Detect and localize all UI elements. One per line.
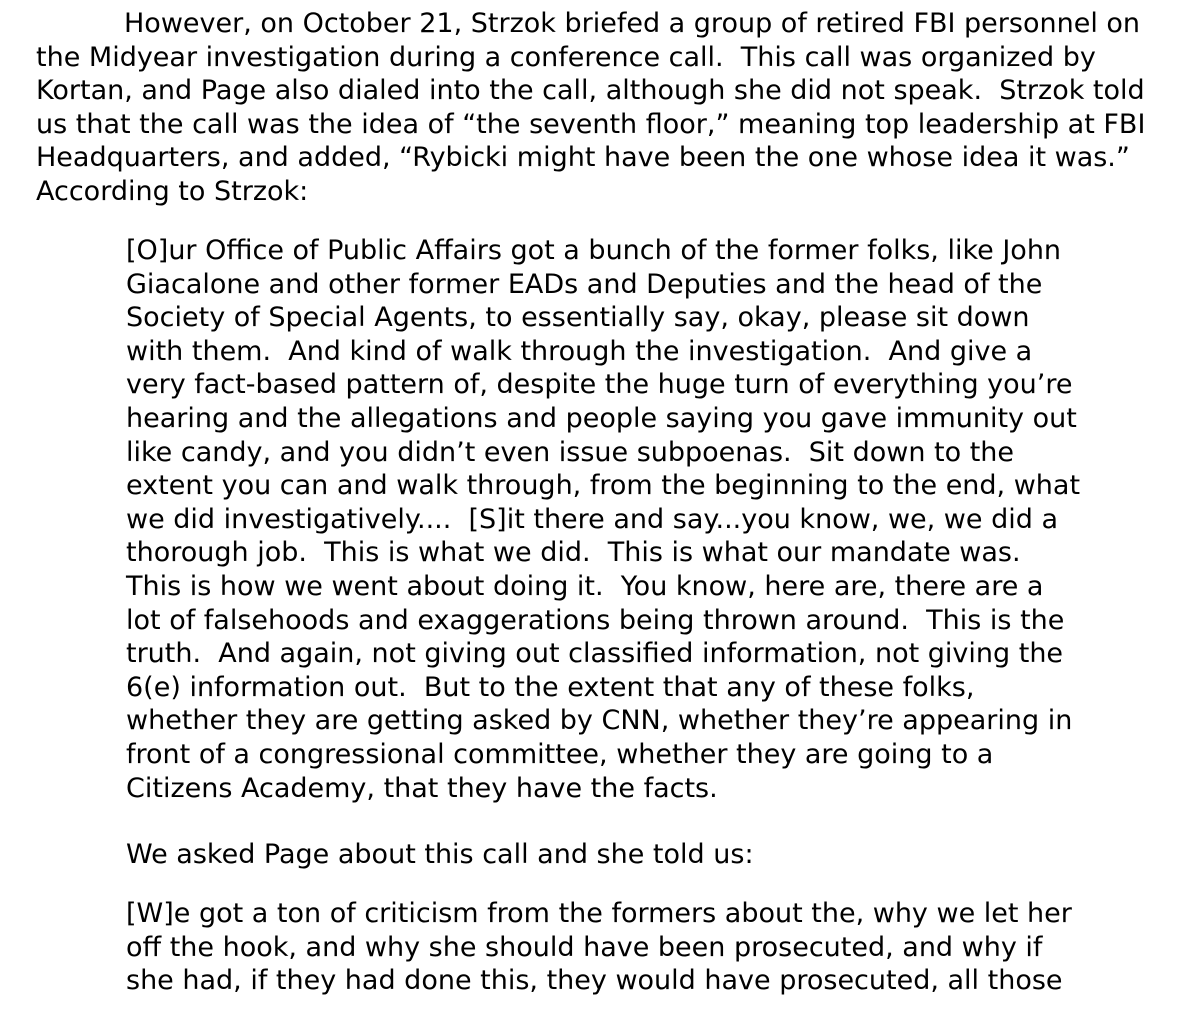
paragraph-line: the Midyear investigation during a conference call. This call was organized by <box>36 41 1096 73</box>
quote-line: like candy, and you didn’t even issue subpoenas. Sit down to the <box>126 436 1015 468</box>
quote-line: we did investigatively.... [S]it there and say...you know, we, we did a <box>126 503 1058 535</box>
quote-line: Giacalone and other former EADs and Deputies and the head of the <box>126 268 1043 300</box>
block-quote-strzok <box>126 234 1126 805</box>
quote-line: [W]e got a ton of criticism from the formers about the, why we let her <box>126 898 1072 929</box>
quote-line: with them. And kind of walk through the investigation. And give a <box>126 335 1033 367</box>
paragraph-line: Kortan, and Page also dialed into the call, although she did not speak. Strzok told <box>36 75 1145 107</box>
quote-line: she had, if they had done this, they would have prosecuted, all those <box>126 965 1063 997</box>
quote-line: hearing and the allegations and people saying you gave immunity out <box>126 402 1077 434</box>
quote-line: thorough job. This is what we did. This is what our mandate was. <box>126 537 1021 569</box>
block-quote-page <box>126 897 1126 998</box>
quote-line: front of a congressional committee, whether they are going to a <box>126 738 994 770</box>
paragraph-line: According to Strzok: <box>36 175 309 207</box>
quote-line: very fact-based pattern of, despite the huge turn of everything you’re <box>126 369 1073 401</box>
quote-line: Citizens Academy, that they have the facts. <box>126 772 718 804</box>
quote-line: 6(e) information out. But to the extent that any of these folks, <box>126 671 975 703</box>
quote-line: [O]ur Office of Public Affairs got a bunch of the former folks, like John <box>126 235 1062 266</box>
paragraph-line: Headquarters, and added, “Rybicki might have been the one whose idea it was.” <box>36 142 1130 174</box>
quote-line: off the hook, and why she should have been prosecuted, and why if <box>126 931 1043 963</box>
body-paragraph-strzok-briefing <box>36 7 1196 209</box>
quote-line: truth. And again, not giving out classified information, not giving the <box>126 638 1064 670</box>
paragraph-line: We asked Page about this call and she told us: <box>126 839 754 870</box>
quote-line: This is how we went about doing it. You know, here are, there are a <box>126 570 1044 602</box>
paragraph-line: us that the call was the idea of “the seventh floor,” meaning top leadership at FBI <box>36 108 1146 140</box>
body-paragraph-page-intro <box>126 838 1126 872</box>
paragraph-line: However, on October 21, Strzok briefed a group of retired FBI personnel on <box>124 8 1141 39</box>
quote-line: lot of falsehoods and exaggerations being thrown around. This is the <box>126 604 1065 636</box>
quote-line: Society of Special Agents, to essentially say, okay, please sit down <box>126 302 1030 334</box>
quote-line: whether they are getting asked by CNN, whether they’re appearing in <box>126 705 1073 737</box>
quote-line: extent you can and walk through, from the beginning to the end, what <box>126 470 1081 502</box>
